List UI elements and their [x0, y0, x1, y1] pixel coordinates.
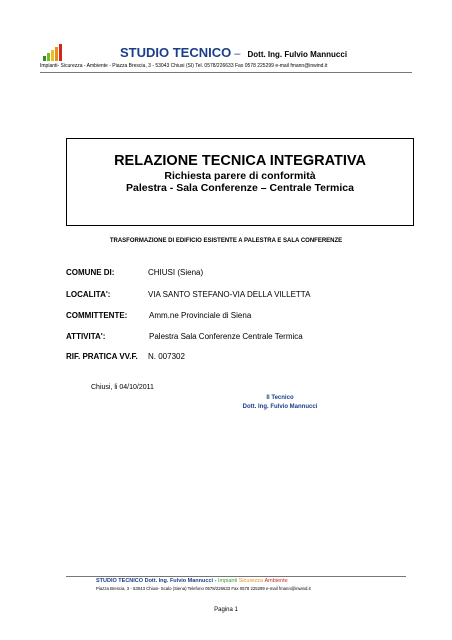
field-label-pratica: RIF. PRATICA VV.F.: [66, 352, 138, 361]
engineer-name: Dott. Ing. Fulvio Mannucci: [247, 50, 348, 59]
footer-impianti: Impianti: [217, 578, 238, 584]
letterhead-title: [120, 45, 347, 60]
field-label-comune: COMUNE DI:: [66, 268, 115, 277]
header-divider: [40, 72, 412, 73]
footer-divider: [66, 576, 406, 577]
footer-address: Piazza Brescia, 3 - 53043 Chiusi- Scalo (Siena) Telefono 0578/226633 Fax 0578 225299 e-mail fmann@inwind.it: [96, 586, 311, 591]
signature-role: Il Tecnico: [266, 395, 294, 401]
footer-engineer: Dott. Ing. Fulvio Mannucci: [144, 578, 214, 584]
field-value-committente: Amm.ne Provinciale di Siena: [149, 311, 252, 320]
studio-logo-icon: [42, 42, 64, 62]
transformation-heading: TRASFORMAZIONE DI EDIFICIO ESISTENTE A PALESTRA E SALA CONFERENZE: [109, 238, 343, 244]
field-label-attivita: ATTIVITA':: [66, 332, 106, 341]
field-value-pratica: N. 007302: [148, 352, 185, 361]
title-box: [66, 138, 414, 226]
document-subtitle: Richiesta parere di conformità: [164, 170, 316, 182]
field-value-comune: CHIUSI (Siena): [148, 268, 204, 277]
page-value: 1: [234, 607, 238, 613]
field-label-localita: LOCALITA':: [66, 290, 111, 299]
document-subtitle-2: Palestra - Sala Conferenze – Centrale Termica: [126, 182, 354, 194]
signature-name: Dott. Ing. Fulvio Mannucci: [242, 404, 318, 410]
field-value-attivita: Palestra Sala Conferenze Centrale Termica: [149, 332, 303, 341]
footer-sep: -: [214, 578, 217, 584]
footer-title: [96, 578, 288, 584]
footer-sicurezza: Sicurezza: [238, 578, 263, 584]
signature-block: [230, 394, 330, 412]
page-label: Pagina: [214, 607, 233, 613]
studio-name: STUDIO TECNICO: [120, 45, 232, 60]
page-number: [0, 607, 452, 613]
footer-studio: STUDIO TECNICO: [96, 578, 144, 584]
footer-ambiente: Ambiente: [264, 578, 288, 584]
field-value-localita: VIA SANTO STEFANO-VIA DELLA VILLETTA: [148, 290, 311, 299]
title-dash: –: [234, 48, 241, 60]
document-title: RELAZIONE TECNICA INTEGRATIVA: [114, 153, 366, 169]
date-line: Chiusi, li 04/10/2011: [91, 384, 154, 391]
letterhead-address: Impianti- Sicurezza - Ambiente - Piazza Brescia, 3 - 53043 Chiusi (SI) Tel. 0578/226633 Fax 0578 225299 e-mail fmann@inwind.it: [40, 63, 328, 69]
field-label-committente: COMMITTENTE:: [66, 311, 128, 320]
